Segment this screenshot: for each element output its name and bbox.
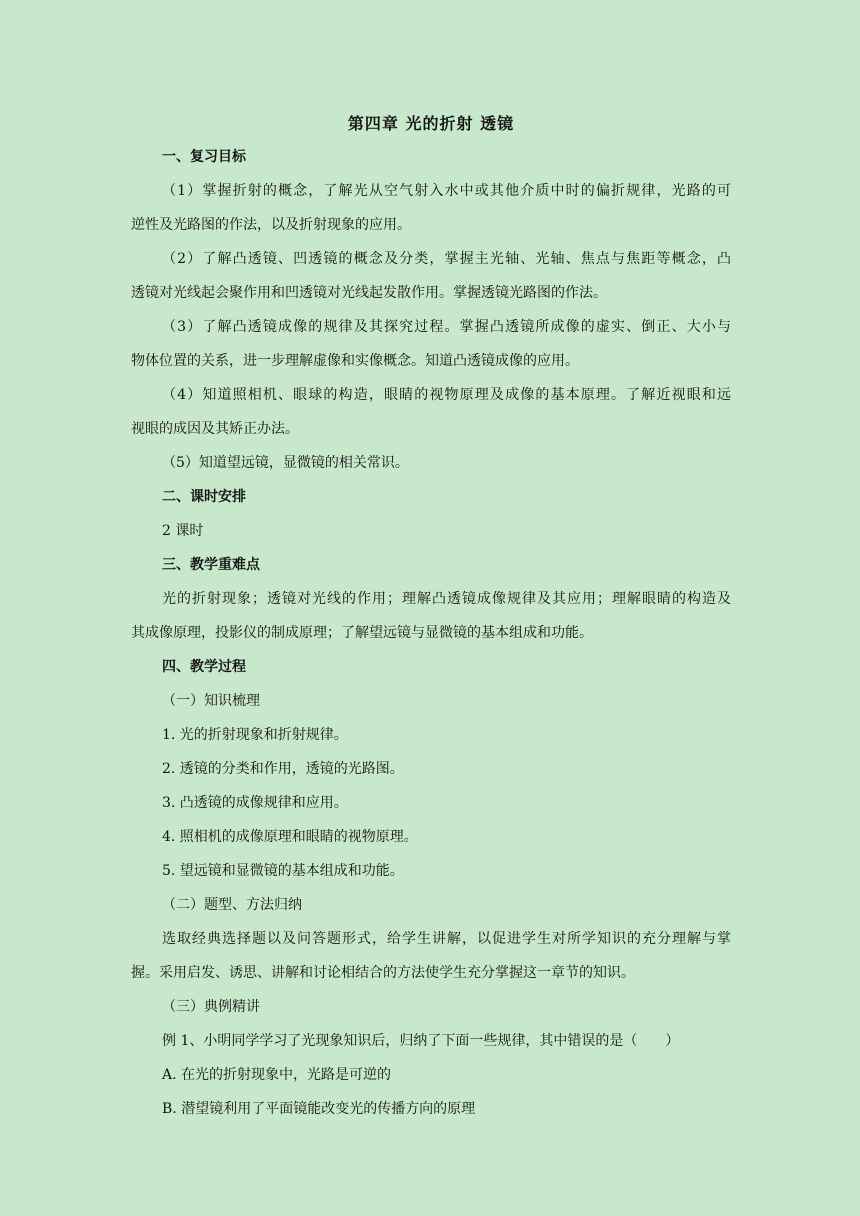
goal-3-line1: （3）了解凸透镜成像的规律及其探究过程。掌握凸透镜所成像的虚实、倒正、大小与 [162,319,731,335]
goal-4-line1: （4）知道照相机、眼球的构造，眼睛的视物原理及成像的基本原理。了解近视眼和远 [162,387,731,403]
example-1-question: 例 1、小明同学学习了光现象知识后，归纳了下面一些规律，其中错误的是（ ） [162,1033,680,1049]
section-heading-key-points: 三、教学重难点 [162,557,260,573]
section-heading-teaching-process: 四、教学过程 [162,659,246,675]
subsection-heading-examples: （三）典例精讲 [162,999,260,1015]
methods-line1: 选取经典选择题以及问答题形式，给学生讲解，以促进学生对所学知识的充分理解与掌 [162,931,731,947]
key-points-line1: 光的折射现象；透镜对光线的作用；理解凸透镜成像规律及其应用；理解眼睛的构造及 [162,591,731,607]
section-heading-review-goals: 一、复习目标 [162,149,246,165]
document-page [131,108,731,1126]
goal-1-line2: 逆性及光路图的作法，以及折射现象的应用。 [131,217,411,233]
knowledge-item-3: 3. 凸透镜的成像规律和应用。 [162,795,348,811]
goal-2-line2: 透镜对光线起会聚作用和凹透镜对光线起发散作用。掌握透镜光路图的作法。 [131,285,607,301]
schedule-text: 2 课时 [162,523,204,539]
key-points-line2: 其成像原理，投影仪的制成原理；了解望远镜与显微镜的基本组成和功能。 [131,625,593,641]
subsection-heading-methods: （二）题型、方法归纳 [162,897,302,913]
knowledge-item-1: 1. 光的折射现象和折射规律。 [162,727,348,743]
knowledge-item-5: 5. 望远镜和显微镜的基本组成和功能。 [162,863,404,879]
example-1-option-b: B. 潜望镜利用了平面镜能改变光的传播方向的原理 [162,1101,476,1117]
knowledge-item-2: 2. 透镜的分类和作用，透镜的光路图。 [162,761,404,777]
goal-2-line1: （2）了解凸透镜、凹透镜的概念及分类，掌握主光轴、光轴、焦点与焦距等概念，凸 [162,251,731,267]
section-heading-schedule: 二、课时安排 [162,489,246,505]
goal-3-line2: 物体位置的关系，进一步理解虚像和实像概念。知道凸透镜成像的应用。 [131,353,579,369]
goal-1-line1: （1）掌握折射的概念，了解光从空气射入水中或其他介质中时的偏折规律，光路的可 [162,183,731,199]
goal-4-line2: 视眼的成因及其矫正办法。 [131,421,299,437]
methods-line2: 握。采用启发、诱思、讲解和讨论相结合的方法使学生充分掌握这一章节的知识。 [131,965,635,981]
subsection-heading-knowledge: （一）知识梳理 [162,693,260,709]
goal-5-line1: （5）知道望远镜，显微镜的相关常识。 [162,455,409,471]
knowledge-item-4: 4. 照相机的成像原理和眼睛的视物原理。 [162,829,418,845]
chapter-title: 第四章 光的折射 透镜 [347,114,515,133]
example-1-option-a: A. 在光的折射现象中，光路是可逆的 [162,1067,392,1083]
